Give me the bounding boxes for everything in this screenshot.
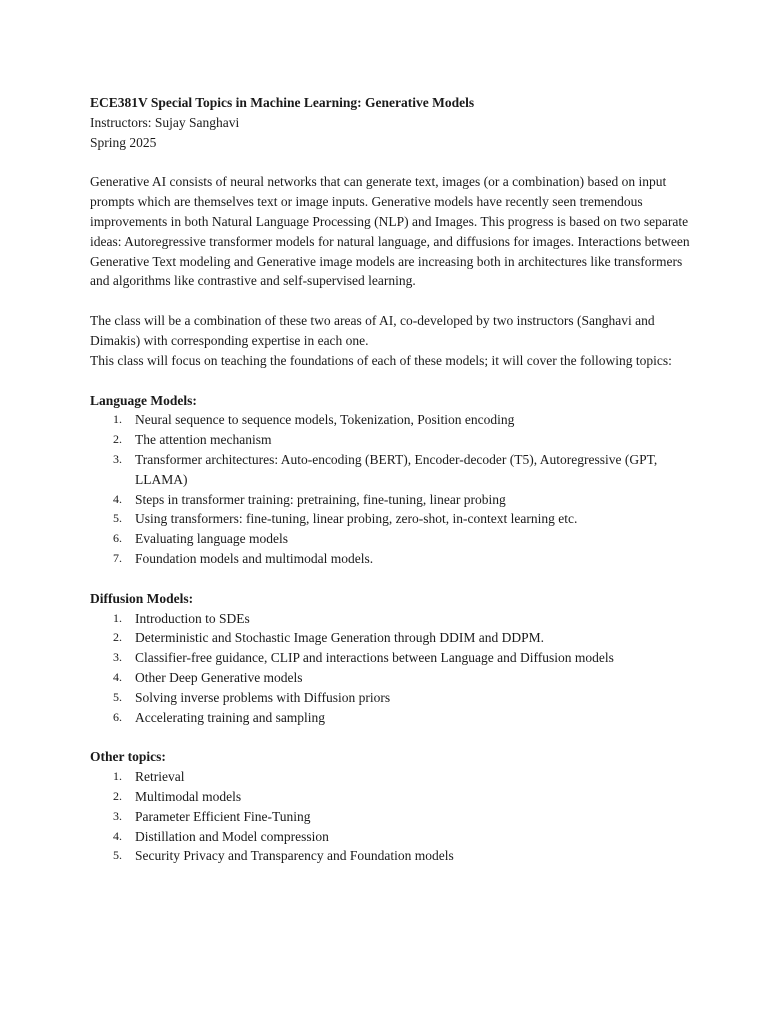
list-item bbox=[90, 807, 690, 827]
list-item bbox=[90, 430, 690, 450]
diffusion-models-list bbox=[90, 609, 690, 728]
list-item bbox=[90, 490, 690, 510]
list-number: 5. bbox=[113, 511, 122, 526]
list-number: 2. bbox=[113, 630, 122, 645]
list-item bbox=[90, 787, 690, 807]
list-item bbox=[90, 410, 690, 430]
list-item bbox=[90, 846, 690, 866]
course-title: ECE381V Special Topics in Machine Learning: Generative Models bbox=[90, 95, 475, 110]
language-models-list bbox=[90, 410, 690, 568]
list-item-text: Deterministic and Stochastic Image Generation through DDIM and DDPM. bbox=[135, 630, 545, 646]
list-number: 5. bbox=[113, 848, 122, 863]
list-number: 2. bbox=[113, 788, 122, 803]
instructors-line: Instructors: Sujay Sanghavi bbox=[90, 114, 240, 130]
list-item bbox=[90, 628, 690, 648]
list-number: 3. bbox=[113, 650, 122, 665]
list-item bbox=[90, 609, 690, 629]
list-item-text: Parameter Efficient Fine-Tuning bbox=[135, 808, 311, 824]
list-item bbox=[90, 767, 690, 787]
list-number: 1. bbox=[113, 412, 122, 427]
diffusion-models-heading: Diffusion Models: bbox=[90, 590, 194, 606]
other-topics-list bbox=[90, 767, 690, 866]
language-models-heading: Language Models: bbox=[90, 392, 197, 408]
list-item bbox=[90, 668, 690, 688]
topics-intro: This class will focus on teaching the foundations of each of these models; it will cover the following topics: bbox=[90, 352, 672, 368]
term-line: Spring 2025 bbox=[90, 134, 157, 150]
list-item-text: Accelerating training and sampling bbox=[135, 709, 326, 725]
list-item-text: Steps in transformer training: pretraining, fine-tuning, linear probing bbox=[135, 491, 506, 507]
list-item bbox=[90, 509, 690, 529]
list-item-text: Classifier-free guidance, CLIP and interactions between Language and Diffusion models bbox=[135, 650, 614, 666]
list-number: 4. bbox=[113, 828, 122, 843]
list-item-text: The attention mechanism bbox=[135, 432, 272, 448]
list-number: 1. bbox=[113, 610, 122, 625]
list-item-text: Solving inverse problems with Diffusion priors bbox=[135, 689, 391, 705]
list-item bbox=[90, 708, 690, 728]
list-number: 3. bbox=[113, 808, 122, 823]
list-number: 1. bbox=[113, 769, 122, 784]
list-item-text: Retrieval bbox=[135, 769, 185, 785]
list-item bbox=[90, 549, 690, 569]
list-item-text: Foundation models and multimodal models. bbox=[135, 550, 374, 566]
list-item-text: Evaluating language models bbox=[135, 531, 288, 547]
list-item bbox=[90, 648, 690, 668]
list-number: 3. bbox=[113, 451, 122, 466]
list-item-text: Transformer architectures: Auto-encoding (BERT), Encoder-decoder (T5), Autoregressive (GPT, LLAMA) bbox=[135, 451, 658, 487]
list-item-text: Introduction to SDEs bbox=[135, 610, 250, 626]
document-body bbox=[90, 93, 690, 866]
list-item-text: Using transformers: fine-tuning, linear probing, zero-shot, in-context learning etc. bbox=[135, 511, 578, 527]
other-topics-heading: Other topics: bbox=[90, 749, 166, 765]
list-item bbox=[90, 450, 690, 490]
list-item-text: Multimodal models bbox=[135, 788, 242, 804]
list-item bbox=[90, 688, 690, 708]
list-item-text: Distillation and Model compression bbox=[135, 828, 329, 844]
list-number: 6. bbox=[113, 531, 122, 546]
list-item-text: Security Privacy and Transparency and Foundation models bbox=[135, 848, 454, 864]
list-item-text: Other Deep Generative models bbox=[135, 669, 303, 685]
intro-paragraph: Generative AI consists of neural networks that can generate text, images (or a combination) based on input prompts which are themselves text or image inputs. Generative models have recently seen tremendous improvements in both Natural Language Processing (NLP) and Images. This progress is based on two separate ideas: Autoregressive transformer models for natural language, and diffusions for images. Interactions between Generative Text modeling and Generative image models are increasing both in architectures like transformers and algorithms like contrastive and self-supervised learning. bbox=[90, 174, 690, 289]
list-number: 4. bbox=[113, 491, 122, 506]
list-number: 7. bbox=[113, 550, 122, 565]
list-number: 4. bbox=[113, 669, 122, 684]
list-item bbox=[90, 529, 690, 549]
list-item bbox=[90, 827, 690, 847]
list-number: 5. bbox=[113, 689, 122, 704]
list-item-text: Neural sequence to sequence models, Tokenization, Position encoding bbox=[135, 412, 515, 428]
list-number: 2. bbox=[113, 432, 122, 447]
class-description: The class will be a combination of these two areas of AI, co-developed by two instructors (Sanghavi and Dimakis) with corresponding expertise in each one. bbox=[90, 313, 655, 348]
list-number: 6. bbox=[113, 709, 122, 724]
